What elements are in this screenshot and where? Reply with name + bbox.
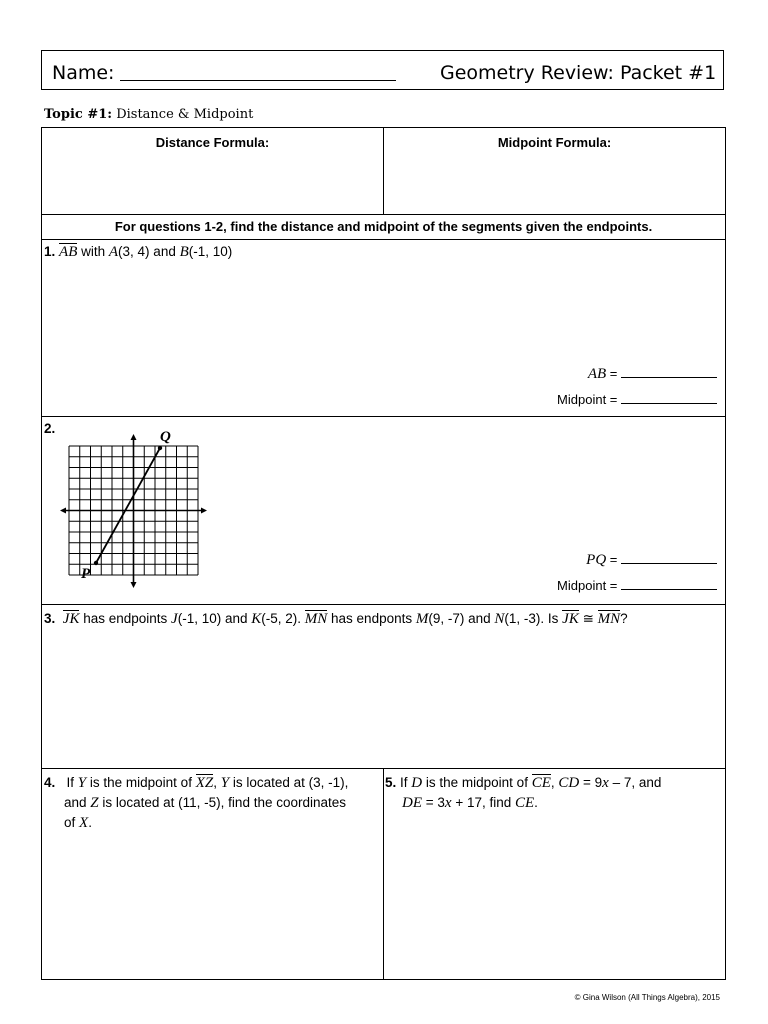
segment-xz: XZ [195, 775, 214, 791]
segment-pq [96, 448, 160, 563]
text: + 17, find [451, 795, 515, 810]
point-n: N [494, 611, 505, 627]
point-m: M [415, 611, 429, 627]
topic-title: Distance & Midpoint [116, 107, 254, 122]
segment-ab: AB [59, 244, 78, 260]
divider [383, 768, 384, 980]
segment-cd: CD [558, 775, 580, 791]
answer-label: AB [587, 366, 607, 382]
segment-jk: JK [62, 611, 80, 627]
q2-midpoint-answer[interactable] [557, 577, 717, 593]
packet-title: Geometry Review: Packet #1 [440, 62, 717, 84]
answer-blank[interactable] [621, 551, 717, 564]
text: (1, -3). Is [504, 611, 563, 626]
name-field[interactable] [120, 80, 396, 81]
axes [63, 437, 204, 585]
segment-de: DE [402, 795, 422, 811]
text: has endpoints [79, 611, 172, 626]
variable-x: x [602, 775, 609, 791]
point-a: A [108, 244, 119, 260]
segment-mn: MN [597, 611, 621, 627]
question-number: 2. [44, 421, 56, 436]
text: is located at (11, -5), find the coordinates [98, 795, 347, 810]
divider [42, 604, 725, 605]
question-5 [385, 773, 720, 813]
instructions: For questions 1-2, find the distance and midpoint of the segments given the endpoints. [114, 219, 653, 234]
text: = [606, 552, 621, 567]
point-y: Y [77, 775, 87, 791]
variable-x: x [444, 795, 452, 811]
question-3 [44, 609, 628, 629]
coordinate-grid [60, 424, 212, 588]
congruent-symbol: ≅ [578, 611, 598, 626]
question-number: 3. [44, 611, 56, 626]
text: has endponts [327, 611, 416, 626]
point-z: Z [90, 795, 99, 811]
midpoint-label: Midpoint = [557, 392, 621, 407]
question-number: 4. [44, 775, 56, 790]
answer-label: PQ [586, 552, 607, 568]
copyright: © Gina Wilson (All Things Algebra), 2015 [574, 993, 720, 1002]
midpoint-formula-answer-area[interactable] [392, 146, 717, 208]
point-x: X [79, 815, 89, 831]
distance-formula-answer-area[interactable] [50, 146, 375, 208]
topic-heading [44, 107, 253, 122]
text: = 9 [579, 775, 603, 790]
point-q-label: Q [160, 429, 171, 445]
question-number: 1. [44, 244, 56, 259]
text: (9, -7) and [428, 611, 495, 626]
point-q-dot [158, 446, 162, 450]
worksheet-frame [41, 127, 726, 980]
text: ? [620, 611, 628, 626]
q1-midpoint-answer[interactable] [557, 391, 717, 407]
point-p-dot [94, 561, 98, 565]
question-number: 5. [385, 775, 397, 790]
point-y: Y [220, 775, 230, 791]
point-k: K [251, 611, 262, 627]
q2-distance-answer[interactable] [586, 551, 717, 569]
text: , [213, 775, 221, 790]
answer-blank[interactable] [621, 391, 717, 404]
midpoint-label: Midpoint = [557, 578, 621, 593]
text: and [64, 795, 91, 810]
text: is the midpoint of [86, 775, 196, 790]
point-p-label: P [81, 566, 91, 582]
text: (3, 4) and [118, 244, 180, 259]
text: with [77, 244, 109, 259]
text: – 7, and [608, 775, 662, 790]
question-2 [44, 419, 55, 438]
text: = 3 [422, 795, 445, 810]
text: is located at (3, -1), [229, 775, 349, 790]
text: (-1, 10) [188, 244, 233, 259]
text: of [64, 815, 80, 830]
question-1 [44, 242, 232, 262]
divider [42, 214, 725, 215]
text: . [88, 815, 92, 830]
point-d: D [411, 775, 423, 791]
segment-ce: CE [515, 795, 535, 811]
q1-distance-answer[interactable] [588, 365, 717, 383]
text: . [534, 795, 538, 810]
text: = [606, 366, 621, 381]
answer-blank[interactable] [621, 365, 717, 378]
text: If [66, 775, 78, 790]
text: is the midpoint of [422, 775, 532, 790]
segment-ce: CE [531, 775, 551, 791]
point-b: B [179, 244, 189, 260]
midpoint-formula-label: Midpoint Formula: [497, 135, 612, 150]
text: , [550, 775, 559, 790]
divider [42, 239, 725, 240]
text: (-5, 2). [261, 611, 305, 626]
distance-formula-label: Distance Formula: [155, 135, 270, 150]
name-label: Name: [52, 62, 115, 84]
answer-blank[interactable] [621, 577, 717, 590]
divider [42, 416, 725, 417]
segment-mn: MN [304, 611, 328, 627]
topic-prefix: Topic #1: [44, 107, 113, 122]
question-4 [44, 773, 379, 833]
text: (-1, 10) and [177, 611, 252, 626]
point-j: J [171, 611, 178, 627]
segment-jk: JK [562, 611, 579, 627]
text: If [400, 775, 412, 790]
